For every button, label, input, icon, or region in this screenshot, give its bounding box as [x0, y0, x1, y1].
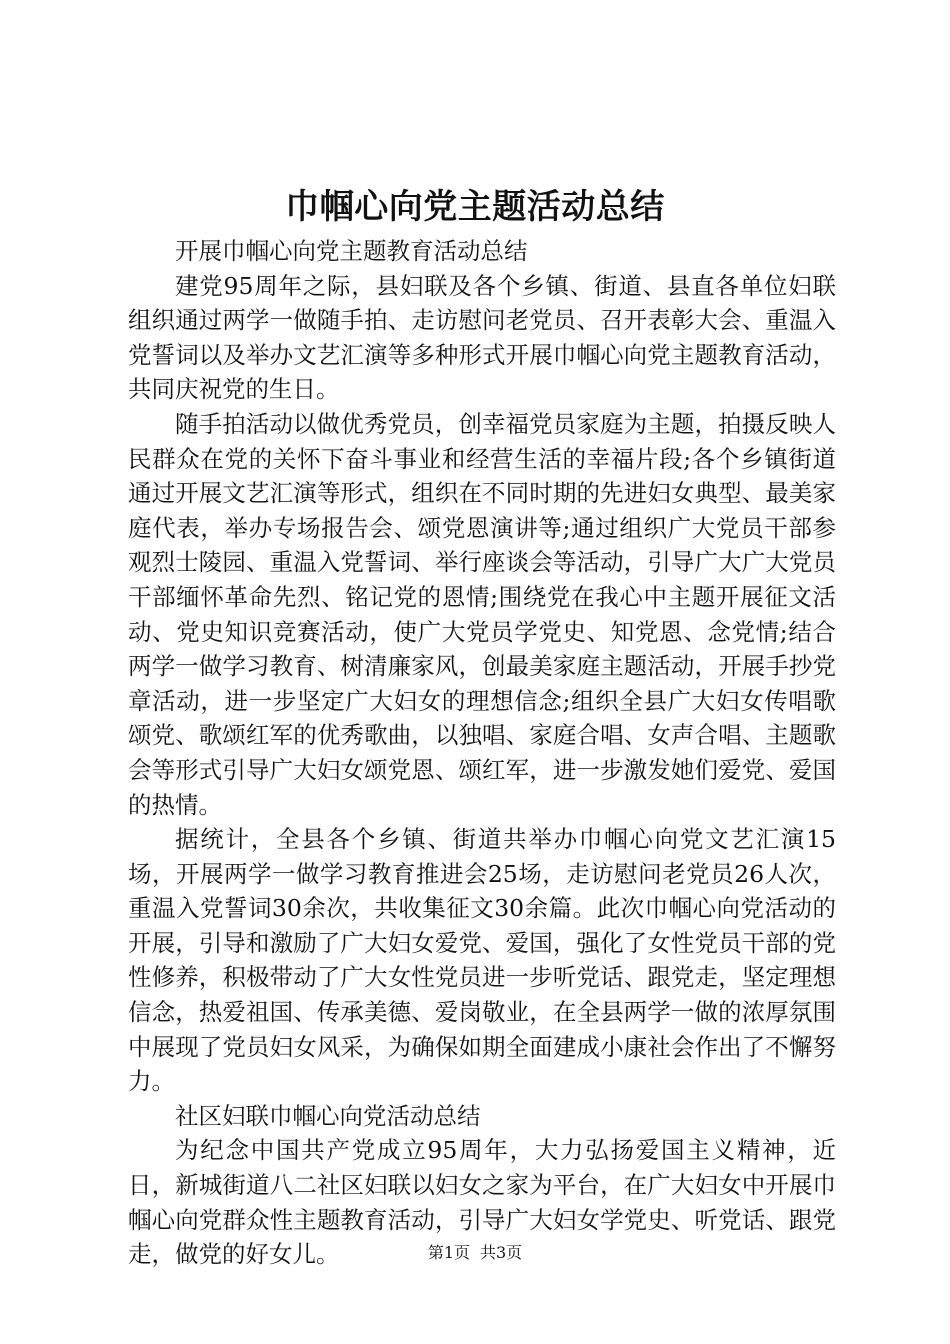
page-footer	[0, 1242, 950, 1264]
subtitle-paragraph: 开展巾帼心向党主题教育活动总结	[175, 237, 528, 265]
page-total: 共3页	[480, 1243, 523, 1262]
body-paragraph: 为纪念中国共产党成立95周年，大力弘扬爱国主义精神，近日，新城街道八二社区妇联以妇女之家为平台，在广大妇女中开展巾帼心向党群众性主题教育活动，引导广大妇女学党史、听党话、跟党走，做党的好女儿。	[128, 1136, 836, 1269]
body-paragraph: 据统计，全县各个乡镇、街道共举办巾帼心向党文艺汇演15场，开展两学一做学习教育推进会25场，走访慰问老党员26人次，重温入党誓词30余次，共收集征文30余篇。此次巾帼心向党活动的开展，引导和激励了广大妇女爱党、爱国，强化了女性党员干部的党性修养，积极带动了广大女性党员进一步听党话、跟党走，坚定理想信念，热爱祖国、传承美德、爱岗敬业，在全县两学一做的浓厚氛围中展现了党员妇女风采，为确保如期全面建成小康社会作出了不懈努力。	[128, 825, 836, 1096]
document-title: 巾帼心向党主题活动总结	[285, 187, 665, 227]
subtitle-paragraph: 社区妇联巾帼心向党活动总结	[175, 1101, 481, 1130]
document-body	[128, 234, 836, 1272]
body-paragraph: 建党95周年之际，县妇联及各个乡镇、街道、县直各单位妇联组织通过两学一做随手拍、走访慰问老党员、召开表彰大会、重温入党誓词以及举办文艺汇演等多种形式开展巾帼心向党主题教育活动，共同庆祝党的生日。	[128, 271, 836, 404]
body-paragraph: 随手拍活动以做优秀党员，创幸福党员家庭为主题，拍摄反映人民群众在党的关怀下奋斗事业和经营生活的幸福片段;各个乡镇街道通过开展文艺汇演等形式，组织在不同时期的先进妇女典型、最美家庭代表，举办专场报告会、颂党恩演讲等;通过组织广大党员干部参观烈士陵园、重温入党誓词、举行座谈会等活动，引导广大广大党员干部缅怀革命先烈、铭记党的恩情;围绕党在我心中主题开展征文活动、党史知识竞赛活动，使广大党员学党史、知党恩、念党情;结合两学一做学习教育、树清廉家风，创最美家庭主题活动，开展手抄党章活动，进一步坚定广大妇女的理想信念;组织全县广大妇女传唱歌颂党、歌颂红军的优秀歌曲，以独唱、家庭合唱、女声合唱、主题歌会等形式引导广大妇女颂党恩、颂红军，进一步激发她们爱党、爱国的热情。	[128, 409, 836, 819]
page-number: 第1页	[427, 1243, 470, 1262]
